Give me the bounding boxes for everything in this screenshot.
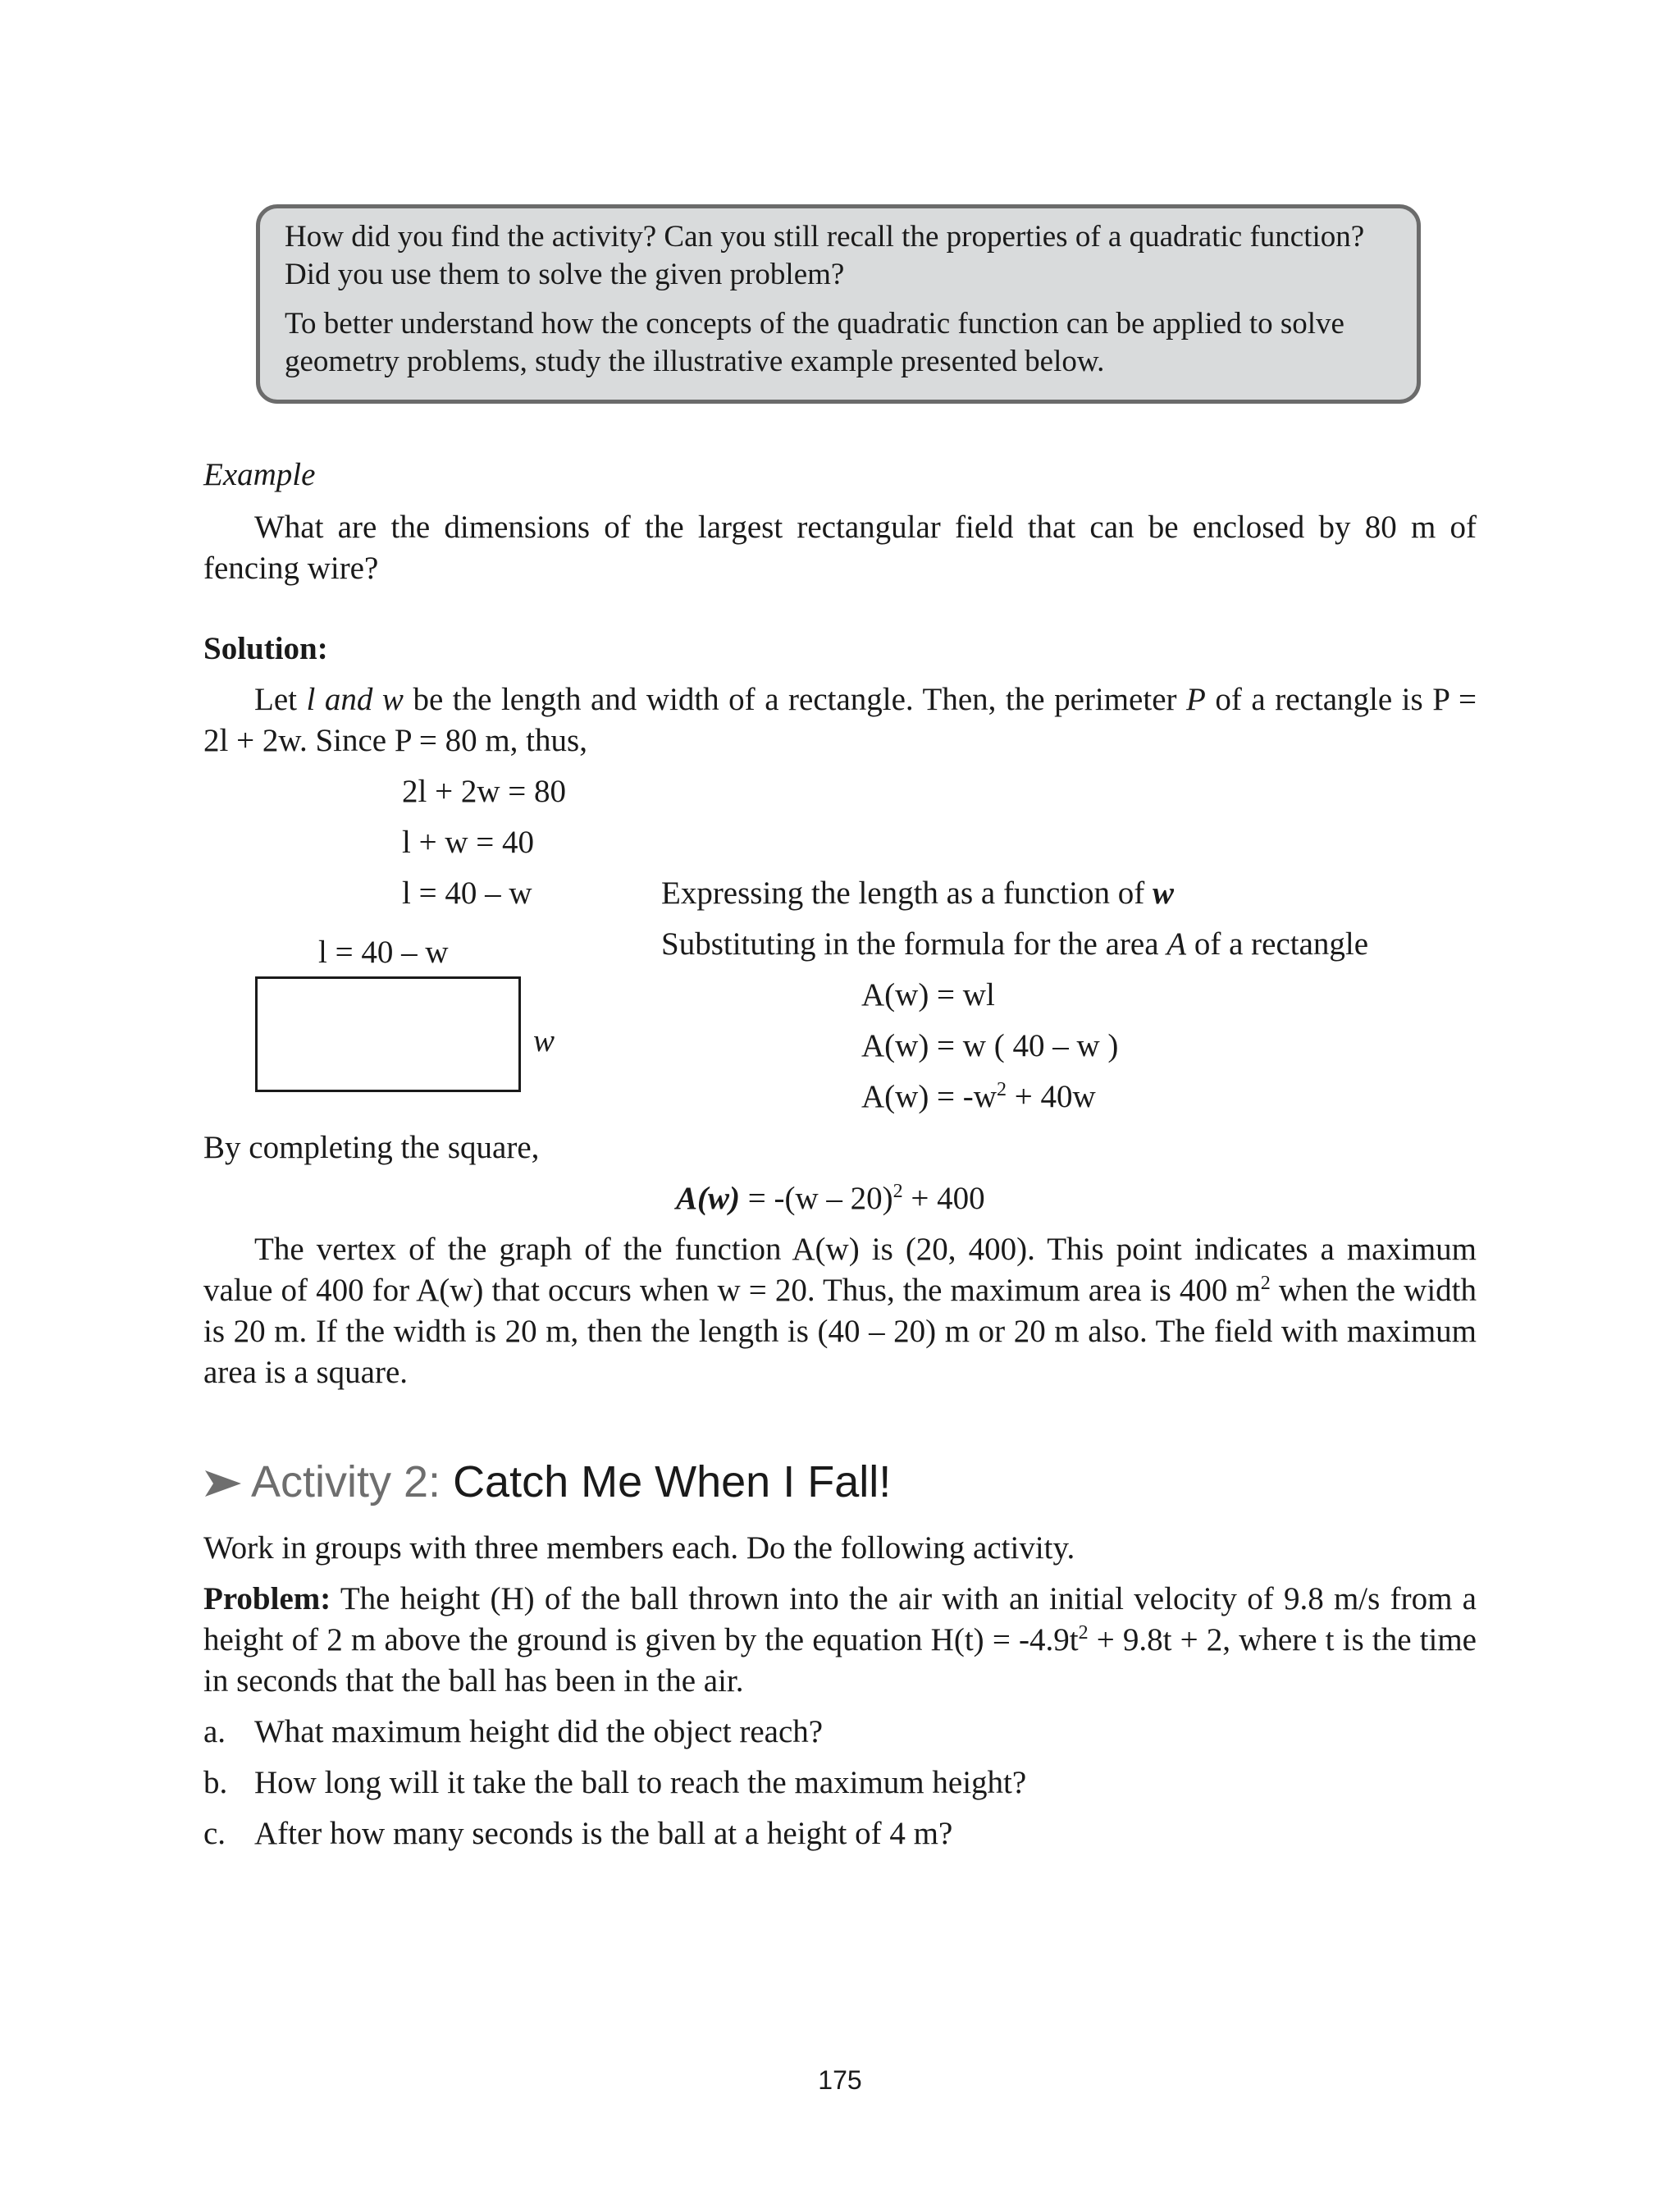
note-substituting: Substituting in the formula for the area A of a rectangle xyxy=(661,926,1369,962)
callout-line-2: Did you use them to solve the given problem? xyxy=(285,258,845,291)
arrow-bullet-icon xyxy=(203,1467,243,1500)
equation-length: l = 40 – w xyxy=(402,876,532,911)
solution-intro: Let l and w be the length and width of a rectangle. Then, the perimeter P of a rectangle is P = 2l + 2w. Since P = 80 m, thus, xyxy=(203,682,1477,758)
callout-line-1: How did you find the activity? Can you still recall the properties of a quadratic function? xyxy=(285,220,1365,254)
list-item: c. After how many seconds is the ball at a height of 4 m? xyxy=(203,1816,953,1851)
conclusion-paragraph: The vertex of the graph of the function A(w) is (20, 400). This point indicates a maximum value of 400 for A(w) that occurs when w = 20. Thus, the maximum area is 400 $m^2$ when the width is 20 m. If the width is 20 m, then the length is (40 – 20) m or 20 m also. The field with maximum area is a square. xyxy=(203,1232,1477,1390)
figure-length-label: l = 40 – w xyxy=(318,935,449,970)
activity-instruction: Work in groups with three members each. Do the following activity. xyxy=(203,1530,1075,1566)
note-expressing-length: Expressing the length as a function of w xyxy=(661,876,1174,911)
completing-square-text: By completing the square, xyxy=(203,1130,540,1165)
reflection-callout xyxy=(256,204,1421,404)
page-number: 175 xyxy=(818,2065,862,2095)
solution-heading: Solution: xyxy=(203,631,328,666)
callout-line-4: geometry problems, study the illustrative example presented below. xyxy=(285,345,1105,378)
area-equation-2: A(w) = w ( 40 – w ) xyxy=(861,1028,1119,1063)
example-question: What are the dimensions of the largest rectangular field that can be enclosed by 80 m of fencing wire? xyxy=(203,510,1477,586)
list-item: b. How long will it take the ball to reach the maximum height? xyxy=(203,1765,1027,1800)
area-equation-3: $A(w) = -w^2 + 40w$ xyxy=(861,1079,1096,1114)
activity-heading xyxy=(203,1457,891,1506)
vertex-form-equation: A(w) = -(w – 20)$^2$ + 400 xyxy=(676,1181,985,1216)
activity-problem: Problem: The height (H) of the ball thrown into the air with an initial velocity of 9.8 m/s from a height of 2 m above the ground is given by the equation $H(t) = -4.9t^2 + 9.8t + 2$, where t is the time in seconds that the ball has been in the air. xyxy=(203,1581,1477,1699)
callout-line-3: To better understand how the concepts of the quadratic function can be applied to solve xyxy=(285,307,1344,341)
activity-title: Catch Me When I Fall! xyxy=(453,1457,892,1506)
list-item: a. What maximum height did the object reach? xyxy=(203,1714,824,1749)
equation-perimeter: 2l + 2w = 80 xyxy=(402,774,566,809)
example-heading: Example xyxy=(203,457,316,492)
rectangle-figure xyxy=(255,976,521,1092)
equation-sum: l + w = 40 xyxy=(402,825,534,860)
activity-label: Activity 2: xyxy=(251,1457,454,1506)
area-equation-1: A(w) = wl xyxy=(861,977,995,1013)
figure-width-label: w xyxy=(533,1023,555,1058)
